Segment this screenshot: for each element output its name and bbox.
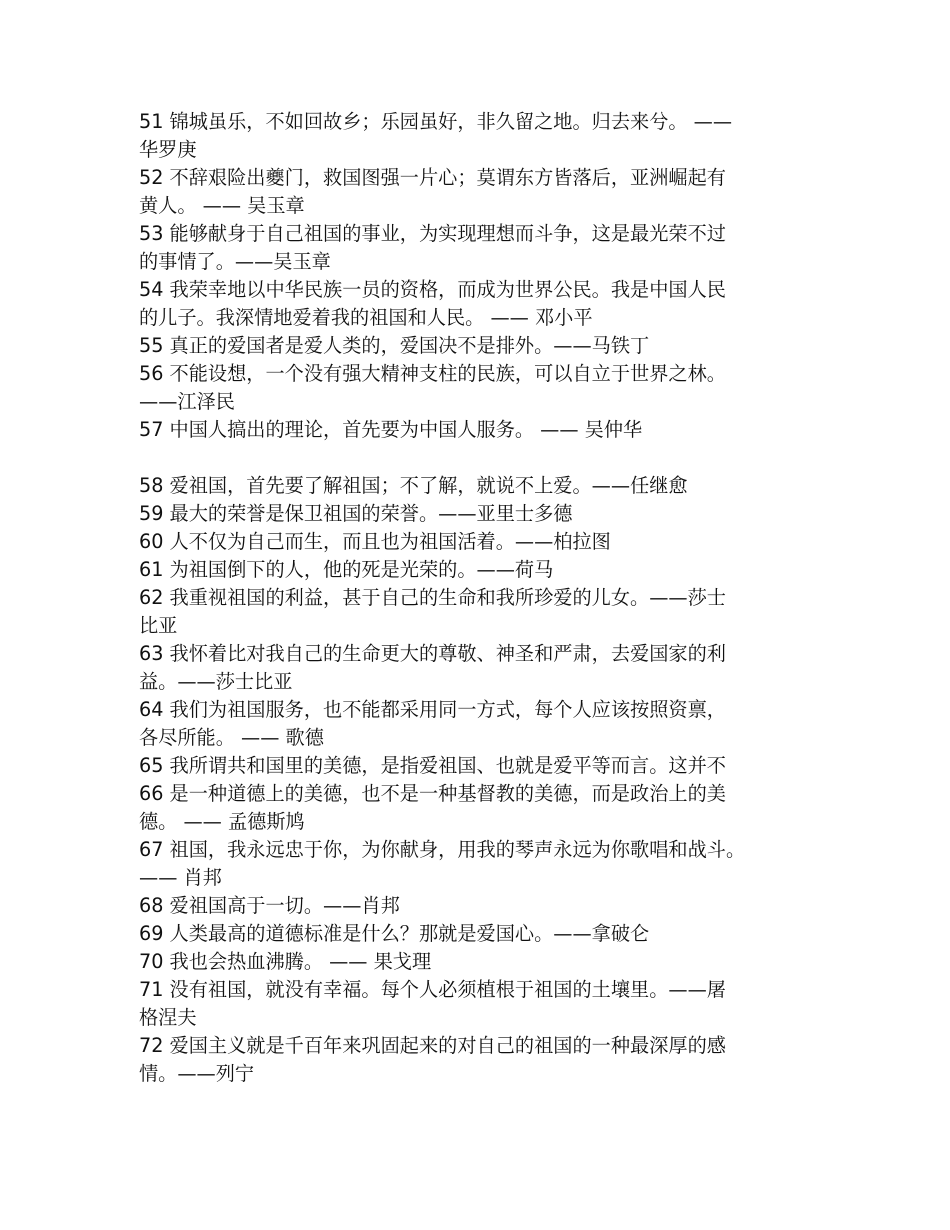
text-line: 的事情了。——吴玉章 bbox=[139, 250, 331, 273]
text-line: 55 真正的爱国者是爱人类的，爱国决不是排外。——马铁丁 bbox=[139, 334, 650, 357]
text-line: 64 我们为祖国服务，也不能都采用同一方式，每个人应该按照资禀， bbox=[139, 698, 726, 721]
text-line: 72 爱国主义就是千百年来巩固起来的对自己的祖国的一种最深厚的感 bbox=[139, 1034, 726, 1057]
text-line: 51 锦城虽乐，不如回故乡；乐园虽好，非久留之地。归去来兮。 —— bbox=[139, 110, 733, 133]
text-line: 黄人。 —— 吴玉章 bbox=[139, 194, 305, 217]
text-line: 57 中国人搞出的理论，首先要为中国人服务。 —— 吴仲华 bbox=[139, 418, 643, 441]
text-line: 52 不辞艰险出夔门，救国图强一片心；莫谓东方皆落后，亚洲崛起有 bbox=[139, 166, 726, 189]
text-line: 54 我荣幸地以中华民族一员的资格，而成为世界公民。我是中国人民 bbox=[139, 278, 726, 301]
text-line: 华罗庚 bbox=[139, 138, 197, 161]
text-line: 情。——列宁 bbox=[139, 1062, 255, 1085]
text-line: 的儿子。我深情地爱着我的祖国和人民。 —— 邓小平 bbox=[139, 306, 593, 329]
text-line: 60 人不仅为自己而生，而且也为祖国活着。——柏拉图 bbox=[139, 530, 611, 553]
text-line: 56 不能设想，一个没有强大精神支柱的民族，可以自立于世界之林。 bbox=[139, 362, 726, 385]
text-line: —— 肖邦 bbox=[139, 866, 222, 889]
text-line: 70 我也会热血沸腾。 —— 果戈理 bbox=[139, 950, 432, 973]
text-line: 59 最大的荣誉是保卫祖国的荣誉。——亚里士多德 bbox=[139, 502, 573, 525]
text-line: 69 人类最高的道德标准是什么？那就是爱国心。——拿破仑 bbox=[139, 922, 650, 945]
text-line: 比亚 bbox=[139, 614, 178, 637]
text-line: 63 我怀着比对我自己的生命更大的尊敬、神圣和严肃，去爱国家的利 bbox=[139, 642, 726, 665]
text-line: 53 能够献身于自己祖国的事业，为实现理想而斗争，这是最光荣不过 bbox=[139, 222, 726, 245]
text-line: 71 没有祖国，就没有幸福。每个人必须植根于祖国的土壤里。——屠 bbox=[139, 978, 726, 1001]
text-line: 61 为祖国倒下的人，他的死是光荣的。——荷马 bbox=[139, 558, 554, 581]
text-line: 益。——莎士比亚 bbox=[139, 670, 293, 693]
text-line: 65 我所谓共和国里的美德，是指爱祖国、也就是爱平等而言。这并不 bbox=[139, 754, 726, 777]
text-line: 各尽所能。 —— 歌德 bbox=[139, 726, 324, 749]
text-line: ——江泽民 bbox=[139, 390, 235, 413]
text-line: 67 祖国，我永远忠于你，为你献身，用我的琴声永远为你歌唱和战斗。 bbox=[139, 838, 746, 861]
quote-list bbox=[139, 108, 819, 1088]
text-line: 格涅夫 bbox=[139, 1006, 197, 1029]
text-line: 62 我重视祖国的利益，甚于自己的生命和我所珍爱的儿女。——莎士 bbox=[139, 586, 726, 609]
text-line: 66 是一种道德上的美德，也不是一种基督教的美德，而是政治上的美 bbox=[139, 782, 726, 805]
text-line: 德。 —— 孟德斯鸠 bbox=[139, 810, 305, 833]
text-line: 58 爱祖国，首先要了解祖国；不了解，就说不上爱。——任继愈 bbox=[139, 474, 688, 497]
text-line: 68 爱祖国高于一切。——肖邦 bbox=[139, 894, 400, 917]
